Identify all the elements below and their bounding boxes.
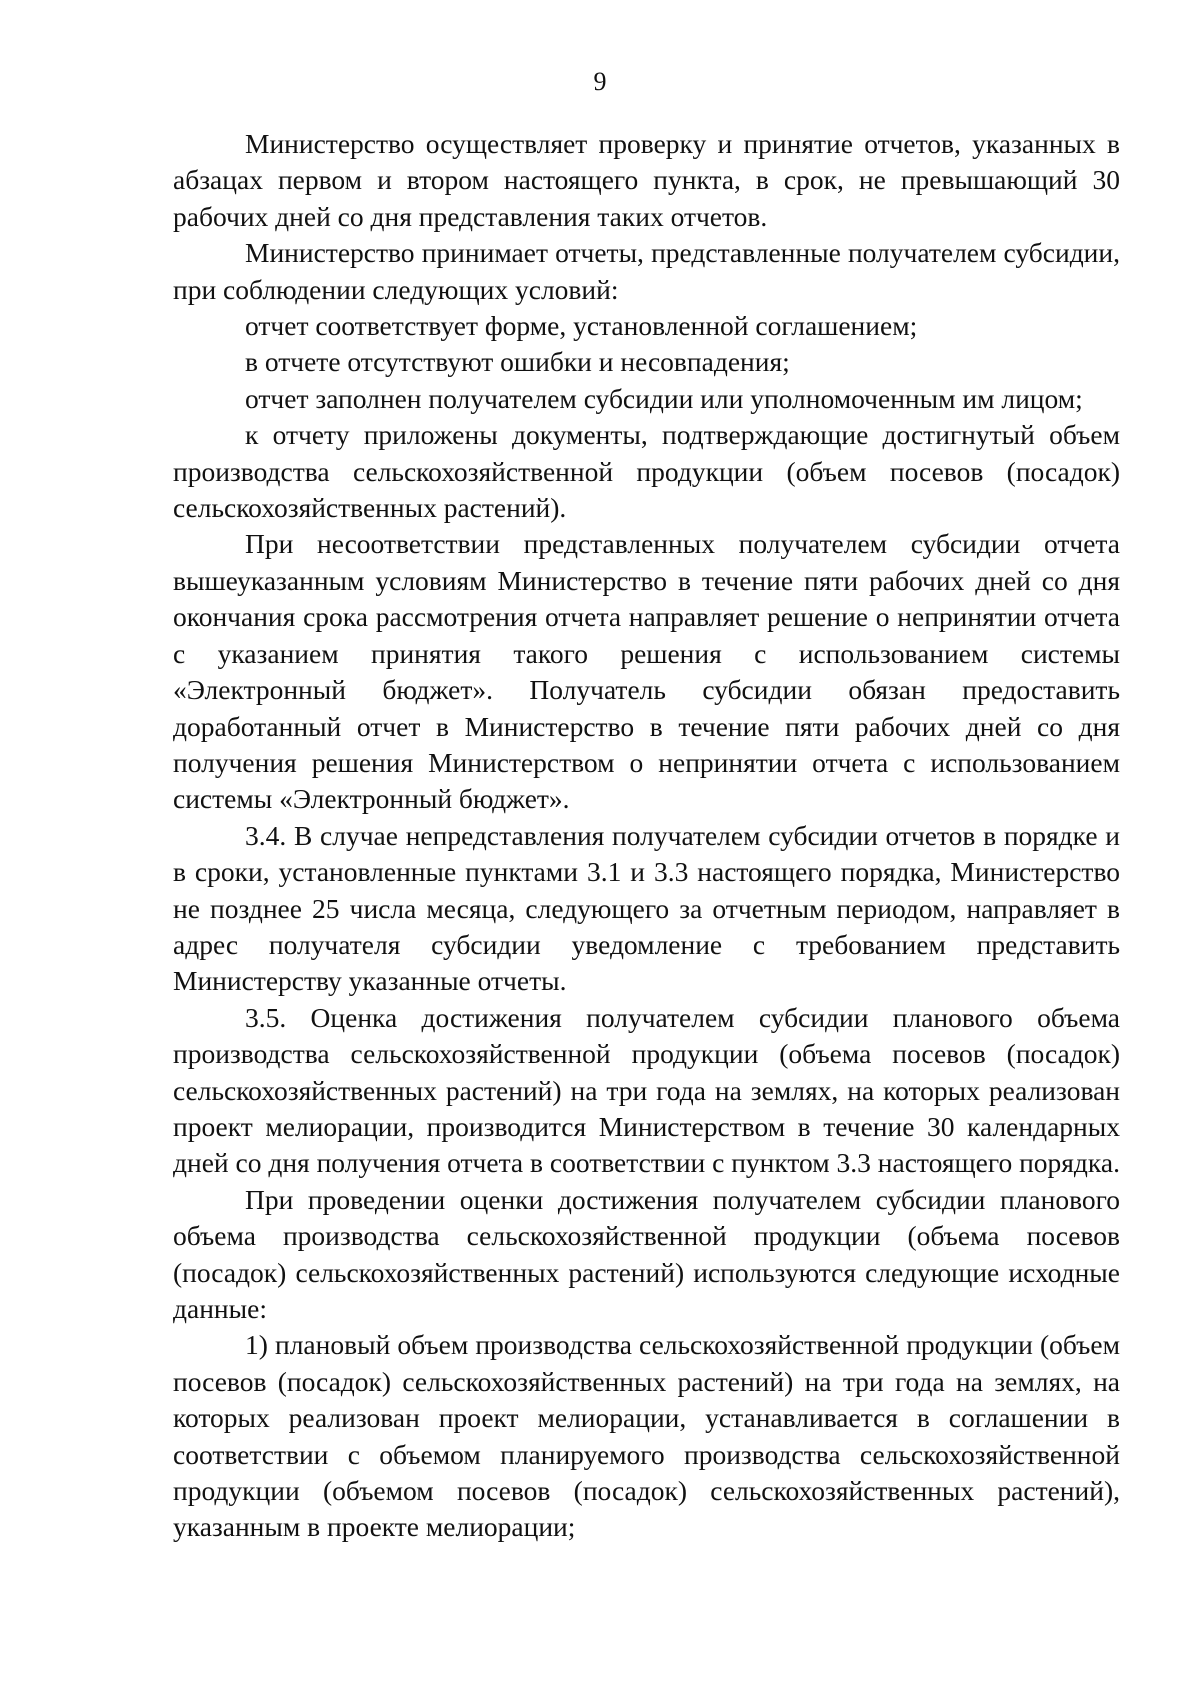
paragraph-non-compliance: При несоответствии представленных получателем субсидии отчета вышеуказанным условиям Министерство в течение пяти рабочих дней со дня окончания срока рассмотрения отчета направляет решение о непринятии отчета с указанием принятия такого решения с использованием системы «Электронный бюджет». Получатель субсидии обязан предоставить доработанный отчет в Министерство в течение пяти рабочих дней со дня получения решения Министерством о непринятии отчета с использованием системы «Электронный бюджет».	[173, 528, 1120, 815]
paragraph-acceptance-conditions: Министерство принимает отчеты, представленные получателем субсидии, при соблюдении следующих условий:	[173, 237, 1120, 305]
paragraph-evaluation-input-data: При проведении оценки достижения получателем субсидии планового объема производства сельскохозяйственной продукции (объема посевов (посадок) сельскохозяйственных растений) используются следующие исходные данные:	[173, 1183, 1120, 1324]
paragraph-clause-3-5: 3.5. Оценка достижения получателем субсидии планового объема производства сельскохозяйственной продукции (объема посевов (посадок) сельскохозяйственных растений) на три года на землях, на которых реализован проект мелиорации, производится Министерством в течение 30 календарных дней со дня получения отчета в соответствии с пунктом 3.3 настоящего порядка.	[173, 1001, 1120, 1179]
paragraph-clause-3-4: 3.4. В случае непредставления получателем субсидии отчетов в порядке и в сроки, установленные пунктами 3.1 и 3.3 настоящего порядка, Министерство не позднее 25 числа месяца, следующего за отчетным периодом, направляет в адрес получателя субсидии уведомление с требованием представить Министерству указанные отчеты.	[173, 819, 1120, 997]
document-body	[173, 126, 1120, 1546]
page-number: 9	[593, 67, 607, 96]
paragraph-condition-no-errors: в отчете отсутствуют ошибки и несовпадения;	[245, 346, 790, 378]
paragraph-review-of-reports: Министерство осуществляет проверку и принятие отчетов, указанных в абзацах первом и втором настоящего пункта, в срок, не превышающий 30 рабочих дней со дня представления таких отчетов.	[173, 128, 1120, 232]
paragraph-condition-filled-by: отчет заполнен получателем субсидии или уполномоченным им лицом;	[245, 382, 1083, 414]
paragraph-condition-documents: к отчету приложены документы, подтверждающие достигнутый объем производства сельскохозяйственной продукции (объем посевов (посадок) сельскохозяйственных растений).	[173, 419, 1120, 524]
paragraph-item-1-planned-volume: 1) плановый объем производства сельскохозяйственной продукции (объем посевов (посадок) сельскохозяйственных растений) на три года на землях, на которых реализован проект мелиорации, устанавливается в соглашении в соответствии с объемом планируемого производства сельскохозяйственной продукции (объемом посевов (посадок) сельскохозяйственных растений), указанным в проекте мелиорации;	[173, 1329, 1120, 1543]
paragraph-condition-form: отчет соответствует форме, установленной соглашением;	[245, 310, 918, 342]
